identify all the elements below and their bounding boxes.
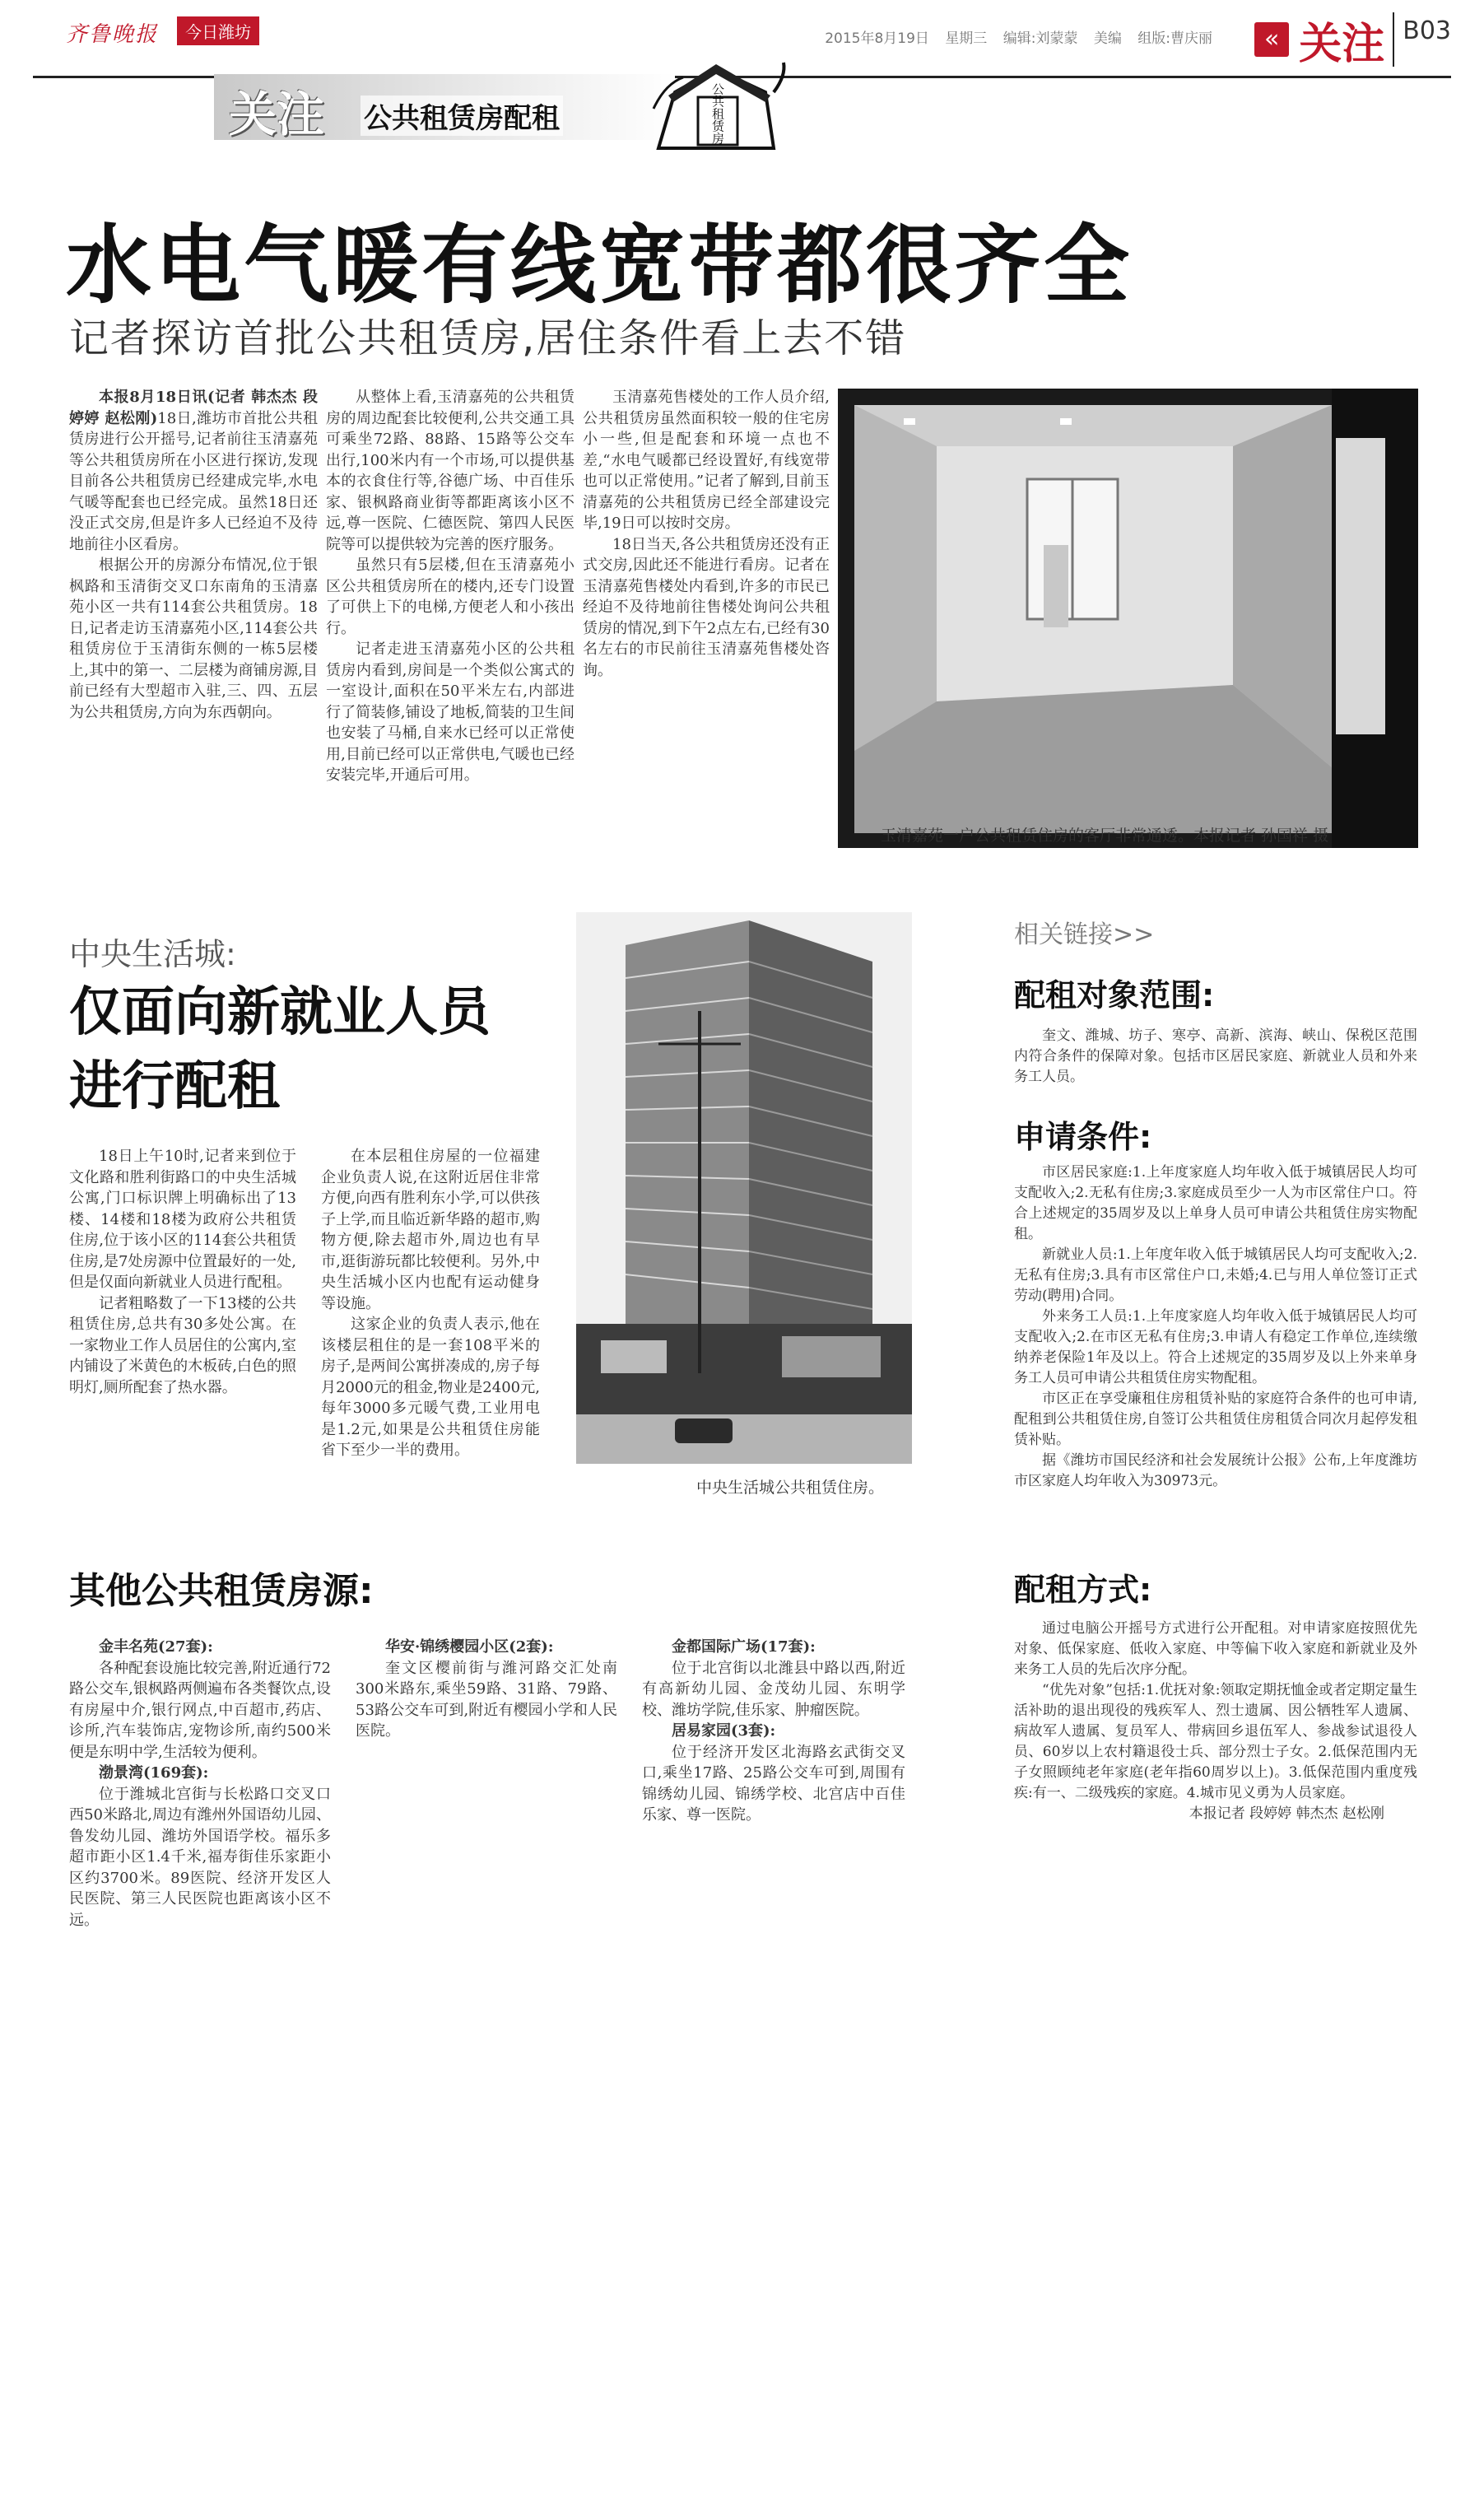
- listing-title-jinfeng: 金丰名苑(27套):: [99, 1638, 213, 1656]
- eligibility-scope-heading: 配租对象范围:: [1014, 977, 1215, 1013]
- issue-info: [813, 26, 1212, 47]
- article1-column-2: [326, 387, 575, 786]
- listing-text-jinfeng: 各种配套设施比较完善,附近通行72路公交车,银枫路两侧遍布各类餐饮点,设有房屋中介,银行网点,中百超市,药店、诊所,汽车装饰店,宠物诊所,南约500米便是东明中学,生活较为便利。: [69, 1659, 331, 1761]
- house-icon: [650, 59, 790, 150]
- article2-para-1: 18日上午10时,记者来到位于文化路和胜利街路口的中央生活城公寓,门口标识牌上明确标出了13楼、14楼和18楼为政府公共租赁住房,位于该小区的114套公共租赁住房,是7处房源中位置最好的一处,但是仅面向新就业人员进行配租。: [69, 1148, 296, 1291]
- conditions-para-2: 新就业人员:1.上年度年收入低于城镇居民人均可支配收入;2.无私有住房;3.具有市区常住户口,未婚;4.已与用人单位签订正式劳动(聘用)合同。: [1014, 1246, 1417, 1304]
- column-banner: [214, 59, 790, 150]
- living-room-photo: [838, 389, 1418, 848]
- masthead: [66, 16, 724, 53]
- other-housing-column-2: [356, 1637, 617, 1742]
- article1-column-3: [583, 387, 830, 681]
- article2-para-4: 这家企业的负责人表示,他在该楼层租住的是一套108平米的房子,是两间公寓拼凑成的,房子每月2000元的租金,物业是2400元,每年3000多元暖气费,工业用电是1.2元,如果是公共租赁住房能省下至少一半的费用。: [321, 1316, 540, 1459]
- listing-text-bojingwan: 位于潍城北宫街与长松路口交叉口西50米路北,周边有潍州外国语幼儿园、鲁发幼儿园、潍坊外国语学校。福乐多超市距小区1.4千米,福寿街佳乐家距小区约3700米。89医院、经济开发区人民医院、第三人民医院也距离该小区不远。: [69, 1785, 331, 1929]
- issue-date: 2015年8月19日: [825, 30, 929, 47]
- photo1-caption: 玉清嘉苑一户公共租赁住房的客厅非常通透。本报记者 孙国祥 摄: [881, 827, 1329, 845]
- editor-credit: 编辑:刘蒙蒙: [1003, 30, 1078, 47]
- article1-lead-paragraph: [69, 387, 318, 555]
- sidebar-signature: 本报记者 段婷婷 韩杰杰 赵松刚: [1189, 1805, 1384, 1822]
- listing-text-jindu: 位于北宫街以北潍县中路以西,附近有高新幼儿园、金茂幼儿园、东明学校、潍坊学院,佳乐家、肿瘤医院。: [642, 1659, 905, 1719]
- main-headline: 水电气暖有线宽带都很齐全: [66, 215, 1133, 315]
- article1-para-4: 虽然只有5层楼,但在玉清嘉苑小区公共租赁房所在的楼内,还专门设置了可供上下的电梯,方便老人和小孩出行。: [326, 557, 575, 637]
- article1-para-2: 根据公开的房源分布情况,位于银枫路和玉清街交叉口东南角的玉清嘉苑小区一共有114套公共租赁房。18日,记者走访玉清嘉苑小区,114套公共租赁房位于玉清街东侧的一栋5层楼上,其中的第一、二层楼为商铺房源,目前已经有大型超市入驻,三、四、五层为公共租赁房,方向为东西朝向。: [69, 557, 318, 721]
- issue-weekday: 星期三: [945, 30, 988, 47]
- conditions-para-5: 据《潍坊市国民经济和社会发展统计公报》公布,上年度潍坊市区家庭人均年收入为30973元。: [1014, 1452, 1417, 1489]
- allocation-para-2: “优先对象”包括:1.优抚对象:领取定期抚恤金或者定期定量生活补助的退出现役的残疾军人、烈士遗属、因公牺牲军人遗属、病故军人遗属、复员军人、带病回乡退伍军人、参战参试退役人员、60岁以上农村籍退役士兵、部分烈士子女。2.低保范围内无子女照顾纯老年家庭(老年指60周岁以上)。3.低保范围内重度残疾:有一、二级残疾的家庭。4.城市见义勇为人员家庭。: [1014, 1682, 1417, 1801]
- page-number: B03: [1403, 16, 1451, 45]
- other-housing-column-3: [642, 1637, 905, 1826]
- eligibility-scope-para: 奎文、潍城、坊子、寒亭、高新、滨海、峡山、保税区范围内符合条件的保障对象。包括市区居民家庭、新就业人员和外来务工人员。: [1014, 1027, 1417, 1085]
- section-label: 关注: [1299, 19, 1385, 69]
- article1-para-6: 玉清嘉苑售楼处的工作人员介绍,公共租赁房虽然面积较一般的住宅房小一些,但是配套和环境一点也不差,“水电气暖都已经设置好,有线宽带也可以正常使用。”记者了解到,目前玉清嘉苑的公共租赁房已经全部建设完毕,19日可以按时交房。: [583, 389, 830, 532]
- article2-headline-line-2: 进行配租: [69, 1056, 280, 1117]
- application-conditions-text: [1014, 1162, 1417, 1492]
- article1-column-1: [69, 387, 318, 723]
- article1-para-7: 18日当天,各公共租赁房还没有正式交房,因此还不能进行看房。记者在玉清嘉苑售楼处内看到,许多的市民已经迫不及待地前往售楼处询问公共租赁房的情况,到下午2点左右,已经有30名左右的市民前往玉清嘉苑售楼处咨询。: [583, 535, 830, 679]
- allocation-method-text: [1014, 1619, 1417, 1824]
- conditions-para-4: 市区正在享受廉租住房租赁补贴的家庭符合条件的也可申请,配租到公共租赁住房,自签订公共租赁住房租赁合同次月起停发租赁补贴。: [1014, 1391, 1417, 1448]
- article1-byline: 本报8月18日讯(记者 韩杰杰 段婷婷 赵松刚): [69, 389, 318, 427]
- banner-subtitle: 公共租赁房配租: [361, 96, 563, 136]
- article2-headline-line-1: 仅面向新就业人员: [69, 982, 491, 1043]
- listing-title-juyi: 居易家园(3套):: [672, 1722, 776, 1740]
- conditions-para-3: 外来务工人员:1.上年度家庭人均年收入低于城镇居民人均可支配收入;2.在市区无私有住房;3.申请人有稳定工作单位,连续缴纳养老保险1年及以上。符合上述规定的35周岁及以上外来单身务工人员可申请公共租赁住房实物配租。: [1014, 1308, 1417, 1386]
- listing-title-bojingwan: 渤景湾(169套):: [99, 1764, 209, 1782]
- banner-title: 关注: [229, 86, 325, 142]
- listing-text-huaan: 奎文区樱前街与潍河路交汇处南300米路东,乘坐59路、31路、79路、53路公交车可到,附近有樱园小学和人民医院。: [356, 1659, 617, 1740]
- listing-title-huaan: 华安·锦绣樱园小区(2套):: [385, 1638, 554, 1656]
- application-conditions-heading: 申请条件:: [1014, 1119, 1152, 1155]
- article2-headline: [69, 976, 563, 1124]
- house-sign-text: 公共租赁房: [710, 82, 725, 145]
- photo2-caption: 中央生活城公共租赁住房。: [696, 1479, 885, 1497]
- newspaper-logo: 齐鲁晚报: [66, 22, 159, 47]
- section-tab: [1254, 7, 1451, 72]
- art-editor-credit: 美编: [1093, 30, 1122, 47]
- eligibility-scope-text: [1014, 1026, 1417, 1088]
- listing-title-jindu: 金都国际广场(17套):: [672, 1638, 816, 1656]
- main-subheadline: 记者探访首批公共租赁房,居住条件看上去不错: [69, 315, 907, 361]
- article1-para-1: 18日,潍坊市首批公共租赁房进行公开摇号,记者前往玉清嘉苑等公共租赁房所在小区进行探访,发现目前各公共租赁房已经建成完毕,水电气暖等配套也已经完成。虽然18日还没正式交房,但是许多人已经迫不及待地前往小区看房。: [69, 409, 318, 553]
- article2-para-2: 记者粗略数了一下13楼的公共租赁住房,总共有30多处公寓。在一家物业工作人员居住的公寓内,室内铺设了米黄色的木板砖,白色的照明灯,厕所配套了热水器。: [69, 1294, 296, 1396]
- other-housing-headline: 其他公共租赁房源:: [69, 1570, 374, 1612]
- listing-text-juyi: 位于经济开发区北海路玄武街交叉口,乘坐17路、25路公交车可到,周围有锦绣幼儿园、锦绣学校、北宫店中百佳乐家、尊一医院。: [642, 1743, 905, 1824]
- article2-para-3: 在本层租住房屋的一位福建企业负责人说,在这附近居住非常方便,向西有胜利东小学,可以供孩子上学,而且临近新华路的超市,购物方便,除去超市外,周边也有早市,逛街游玩都比较便利。另外,中央生活城小区内也配有运动健身等设施。: [321, 1148, 540, 1312]
- article1-para-5: 记者走进玉清嘉苑小区的公共租赁房内看到,房间是一个类似公寓式的一室设计,面积在50平米左右,内部进行了简装修,铺设了地板,简装的卫生间也安装了马桶,自来水已经可以正常使用,目前已经可以正常供电,气暖也已经安装完毕,开通后可用。: [326, 641, 575, 784]
- section-flag: 今日潍坊: [177, 16, 259, 45]
- article1-para-3: 从整体上看,玉清嘉苑的公共租赁房的周边配套比较便利,公共交通工具可乘坐72路、88路、15路等公交车出行,100米内有一个市场,可以提供基本的衣食住行等,谷德广场、中百佳乐家、银枫路商业街等都距离该小区不远,尊一医院、仁德医院、第四人民医院等可以提供较为完善的医疗服务。: [326, 389, 575, 553]
- proof-credit: 组版:曹庆丽: [1137, 30, 1212, 47]
- allocation-method-heading: 配租方式:: [1014, 1572, 1152, 1608]
- article2-kicker: 中央生活城:: [69, 936, 236, 972]
- article2-column-2: [321, 1146, 540, 1461]
- related-links-label: 相关链接>>: [1014, 920, 1155, 949]
- allocation-para-1: 通过电脑公开摇号方式进行公开配租。对申请家庭按照优先对象、低保家庭、低收入家庭、中等偏下收入家庭和新就业及外来务工人员的先后次序分配。: [1014, 1620, 1417, 1678]
- apartment-tower-photo: [576, 912, 912, 1464]
- chevron-left-icon: «: [1254, 22, 1289, 57]
- conditions-para-1: 市区居民家庭:1.上年度家庭人均年收入低于城镇居民人均可支配收入;2.无私有住房;3.家庭成员至少一人为市区常住户口。符合上述规定的35周岁及以上单身人员可申请公共租赁住房实物配租。: [1014, 1164, 1417, 1242]
- article2-column-1: [69, 1146, 296, 1398]
- other-housing-column-1: [69, 1637, 331, 1931]
- section-divider: [1393, 12, 1394, 67]
